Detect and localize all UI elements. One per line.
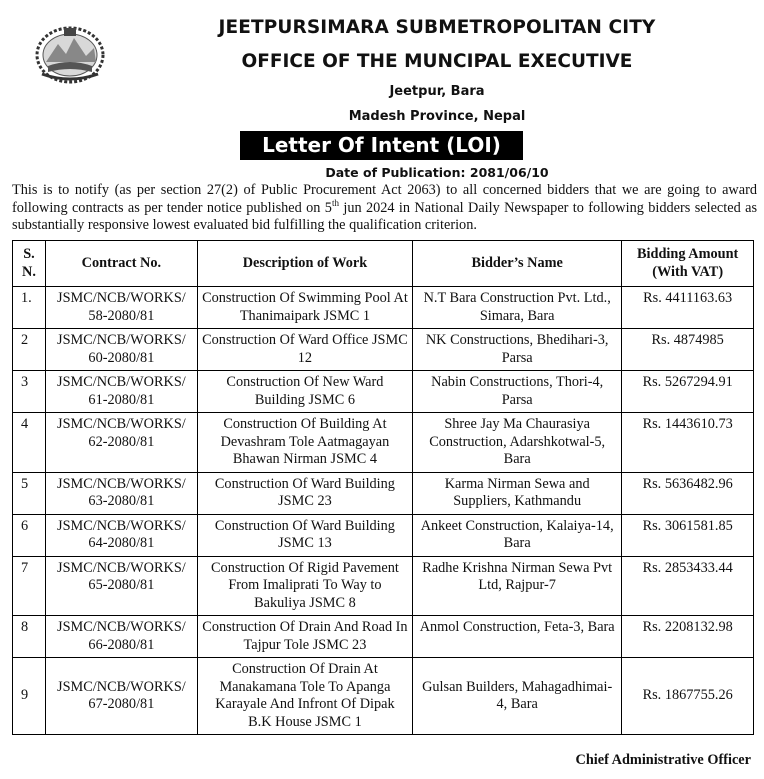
- header-sn: S. N.: [13, 241, 46, 287]
- row-sn: 2: [13, 329, 46, 371]
- row-sn: 6: [13, 514, 46, 556]
- row-description: Construction Of Swimming Pool At Thanimaipark JSMC 1: [197, 287, 412, 329]
- row-bidder-name: Karma Nirman Sewa and Suppliers, Kathmandu: [413, 472, 622, 514]
- row-description: Construction Of Drain And Road In Tajpur Tole JSMC 23: [197, 616, 412, 658]
- address-city: Jeetpur, Bara: [389, 84, 485, 99]
- row-amount: Rs. 4874985: [622, 329, 754, 371]
- header-bidding-amount: Bidding Amount (With VAT): [622, 241, 754, 287]
- row-description: Construction Of Building At Devashram Tole Aatmagayan Bhawan Nirman JSMC 4: [197, 413, 412, 473]
- row-bidder-name: N.T Bara Construction Pvt. Ltd., Simara, Bara: [413, 287, 622, 329]
- row-bidder-name: Ankeet Construction, Kalaiya-14, Bara: [413, 514, 622, 556]
- table-row: [13, 329, 754, 371]
- row-amount: Rs. 3061581.85: [622, 514, 754, 556]
- row-contract-no: JSMC/NCB/WORKS/ 66-2080/81: [45, 616, 197, 658]
- header-description: Description of Work: [197, 241, 412, 287]
- row-bidder-name: Shree Jay Ma Chaurasiya Construction, Adarshkotwal-5, Bara: [413, 413, 622, 473]
- row-description: Construction Of Drain At Manakamana Tole To Apanga Karayale And Infront Of Dipak B.K House JSMC 1: [197, 658, 412, 735]
- row-bidder-name: NK Constructions, Bhedihari-3, Parsa: [413, 329, 622, 371]
- municipal-emblem-logo: [34, 22, 106, 84]
- address-province: Madesh Province, Nepal: [348, 109, 526, 124]
- row-amount: Rs. 1867755.26: [622, 658, 754, 735]
- table-header-row: [13, 241, 754, 287]
- contracts-table: [12, 240, 754, 735]
- table-row: [13, 556, 754, 616]
- row-sn: 8: [13, 616, 46, 658]
- intro-superscript: th: [331, 197, 339, 208]
- row-description: Construction Of Ward Building JSMC 13: [197, 514, 412, 556]
- header-bidder-name: Bidder’s Name: [413, 241, 622, 287]
- table-row: [13, 371, 754, 413]
- publication-date: Date of Publication: 2081/06/10: [325, 165, 549, 180]
- row-contract-no: JSMC/NCB/WORKS/ 60-2080/81: [45, 329, 197, 371]
- intro-text-part2: jun 2024 in National Daily Newspaper to following bidders selected as substantially responsive lowest evaluated bid fulfilling the qualification criterion.: [12, 199, 758, 233]
- row-sn: 9: [13, 658, 46, 735]
- row-sn: 1.: [13, 287, 46, 329]
- row-bidder-name: Nabin Constructions, Thori-4, Parsa: [413, 371, 622, 413]
- row-description: Construction Of Rigid Pavement From Imalipratі To Way to Bakuliya JSMC 8: [197, 556, 412, 616]
- row-amount: Rs. 5267294.91: [622, 371, 754, 413]
- row-amount: Rs. 5636482.96: [622, 472, 754, 514]
- row-bidder-name: Anmol Construction, Feta-3, Bara: [413, 616, 622, 658]
- header-contract-no: Contract No.: [45, 241, 197, 287]
- row-contract-no: JSMC/NCB/WORKS/ 65-2080/81: [45, 556, 197, 616]
- row-bidder-name: Gulsan Builders, Mahagadhimai-4, Bara: [413, 658, 622, 735]
- row-sn: 4: [13, 413, 46, 473]
- row-amount: Rs. 2853433.44: [622, 556, 754, 616]
- table-row: [13, 472, 754, 514]
- table-row: [13, 514, 754, 556]
- row-description: Construction Of Ward Building JSMC 23: [197, 472, 412, 514]
- row-sn: 3: [13, 371, 46, 413]
- row-contract-no: JSMC/NCB/WORKS/ 67-2080/81: [45, 658, 197, 735]
- row-description: Construction Of Ward Office JSMC 12: [197, 329, 412, 371]
- office-name: OFFICE OF THE MUNCIPAL EXECUTIVE: [241, 51, 633, 72]
- row-contract-no: JSMC/NCB/WORKS/ 63-2080/81: [45, 472, 197, 514]
- intro-paragraph: [12, 182, 757, 235]
- intro-text-part1: This is to notify (as per section 27(2) of Public Procurement Act 2063) to all concerned bidders that we are going to award following contracts as per tender notice published on 5: [12, 182, 757, 216]
- row-sn: 7: [13, 556, 46, 616]
- row-sn: 5: [13, 472, 46, 514]
- table-row: [13, 658, 754, 735]
- table-row: [13, 287, 754, 329]
- table-row: [13, 413, 754, 473]
- row-contract-no: JSMC/NCB/WORKS/ 61-2080/81: [45, 371, 197, 413]
- notice-title-banner: Letter Of Intent (LOI): [240, 131, 523, 160]
- row-contract-no: JSMC/NCB/WORKS/ 62-2080/81: [45, 413, 197, 473]
- row-description: Construction Of New Ward Building JSMC 6: [197, 371, 412, 413]
- row-amount: Rs. 1443610.73: [622, 413, 754, 473]
- row-amount: Rs. 4411163.63: [622, 287, 754, 329]
- row-amount: Rs. 2208132.98: [622, 616, 754, 658]
- table-row: [13, 616, 754, 658]
- signatory-title: Chief Administrative Officer: [575, 752, 751, 768]
- row-contract-no: JSMC/NCB/WORKS/ 58-2080/81: [45, 287, 197, 329]
- organization-name: JEETPURSIMARA SUBMETROPOLITAN CITY: [218, 17, 656, 38]
- row-bidder-name: Radhe Krishna Nirman Sewa Pvt Ltd, Rajpur-7: [413, 556, 622, 616]
- row-contract-no: JSMC/NCB/WORKS/ 64-2080/81: [45, 514, 197, 556]
